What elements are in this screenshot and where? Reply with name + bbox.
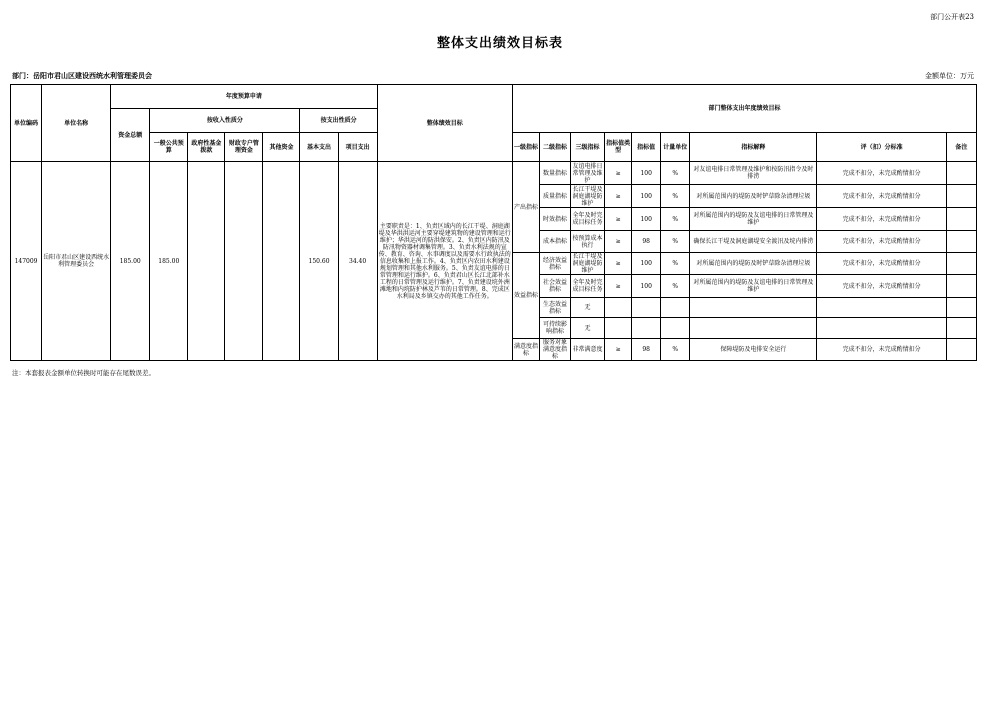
record-code: 147009 <box>11 162 42 361</box>
record-project: 34.40 <box>338 162 377 361</box>
indicator-explain: 对所属范围内的堤防及时铲草除杂清理垃圾 <box>690 185 817 208</box>
indicator-level2: 数量指标 <box>539 162 570 185</box>
indicator-level2: 服务对象满意度指标 <box>539 339 570 361</box>
indicator-remark <box>946 231 976 253</box>
header-value: 指标值 <box>632 133 661 162</box>
indicator-remark <box>946 318 976 339</box>
indicator-value: 98 <box>632 231 661 253</box>
header-basic-exp: 基本支出 <box>300 133 338 162</box>
indicator-level1: 效益指标 <box>512 253 539 339</box>
indicator-unit: % <box>661 253 690 275</box>
header-explain: 指标解释 <box>690 133 817 162</box>
indicator-explain <box>690 298 817 318</box>
indicator-value: 100 <box>632 253 661 275</box>
indicator-unit: % <box>661 162 690 185</box>
header-level2: 二级指标 <box>539 133 570 162</box>
indicator-remark <box>946 275 976 298</box>
indicator-remark <box>946 208 976 231</box>
indicator-explain: 对所属范围内的堤防及友谊电排的日常管理及维护 <box>690 275 817 298</box>
indicator-remark <box>946 339 976 361</box>
indicator-type: ≥ <box>605 185 632 208</box>
indicator-unit <box>661 298 690 318</box>
record-other <box>263 162 300 361</box>
indicator-type: ≥ <box>605 275 632 298</box>
indicator-explain: 对友谊电排日常管理及维护和按防汛指令及时排涝 <box>690 162 817 185</box>
indicator-criteria <box>817 298 946 318</box>
indicator-criteria: 完成不扣分，未完成酌情扣分 <box>817 162 946 185</box>
header-annual-budget: 年度预算申请 <box>111 85 378 109</box>
indicator-explain: 对所属范围内的堤防及时铲草除杂清理垃圾 <box>690 253 817 275</box>
header-criteria: 评（扣）分标准 <box>817 133 946 162</box>
indicator-level3: 无 <box>571 298 605 318</box>
header-other-funds: 其他资金 <box>263 133 300 162</box>
indicator-level1: 满意度指标 <box>512 339 539 361</box>
indicator-criteria: 完成不扣分，未完成酌情扣分 <box>817 231 946 253</box>
amount-unit-label: 金额单位：万元 <box>925 72 974 80</box>
header-annual-goal: 部门整体支出年度绩效目标 <box>512 85 976 133</box>
header-by-expense: 按支出性质分 <box>300 109 377 133</box>
indicator-unit: % <box>661 275 690 298</box>
indicator-type: ≥ <box>605 162 632 185</box>
record-fiscal-special <box>225 162 263 361</box>
indicator-value <box>632 318 661 339</box>
header-general-budget: 一般公共预算 <box>150 133 188 162</box>
indicator-level3: 无 <box>571 318 605 339</box>
header-unit-name: 单位名称 <box>42 85 111 162</box>
record-name: 岳阳市君山区建设西统水利管理委员会 <box>42 162 111 361</box>
record-gov-fund <box>188 162 225 361</box>
indicator-level2: 生态效益指标 <box>539 298 570 318</box>
indicator-value: 100 <box>632 185 661 208</box>
indicator-explain: 保障堤防及电排安全运行 <box>690 339 817 361</box>
indicator-level2: 质量指标 <box>539 185 570 208</box>
header-unit: 计量单位 <box>661 133 690 162</box>
indicator-level3: 按预算成本执行 <box>571 231 605 253</box>
header-overall-goal: 整体绩效目标 <box>377 85 512 162</box>
indicator-unit: % <box>661 185 690 208</box>
indicator-type <box>605 318 632 339</box>
indicator-type <box>605 298 632 318</box>
indicator-remark <box>946 253 976 275</box>
page-title: 整体支出绩效目标表 <box>436 36 563 51</box>
indicator-level3: 长江干堤及洞庭湖堤防维护 <box>571 185 605 208</box>
indicator-level3: 全年及时完成目标任务 <box>571 208 605 231</box>
header-remark: 备注 <box>946 133 976 162</box>
department-label: 部门：岳阳市君山区建设西统水利管理委员会 <box>12 71 152 80</box>
indicator-type: ≥ <box>605 253 632 275</box>
indicator-value: 98 <box>632 339 661 361</box>
indicator-criteria: 完成不扣分，未完成酌情扣分 <box>817 275 946 298</box>
record-goal-text: 主要职责是：1、负责区域内的长江干堤、洞庭湖堤及华洪洪运河主要穿堤建筑物的建设管理和运行维护；华洪运河的防洪保安。2、负责区内防汛及防汛物资器材调集管理。3、负责水利法规的宣传、教育、咨询、水事调度以及需要水行政执法的信息收集和上报工作。4、负责区内农田水利建设规划管理和其他水利服务。5、负责友谊电排的日常管理和运行维护。6、负责君山区长江北部补水工程的日常管理及运行维护。7、负责建设垸外洲滩地和内垸防护林及芦苇的日常管理。8、完成区水利局及乡镇交办的其他工作任务。 <box>377 162 512 361</box>
header-gov-fund: 政府性基金拨款 <box>188 133 225 162</box>
indicator-criteria: 完成不扣分，未完成酌情扣分 <box>817 339 946 361</box>
indicator-level2: 经济效益指标 <box>539 253 570 275</box>
indicator-explain: 对所属范围内的堤防及友谊电排的日常管理及维护 <box>690 208 817 231</box>
indicator-explain <box>690 318 817 339</box>
indicator-level2: 成本指标 <box>539 231 570 253</box>
footnote: 注：本套报表金额单位转换时可能存在尾数误差。 <box>12 369 155 377</box>
header-level1: 一级指标 <box>512 133 539 162</box>
indicator-criteria: 完成不扣分，未完成酌情扣分 <box>817 185 946 208</box>
indicator-type: ≥ <box>605 208 632 231</box>
indicator-value: 100 <box>632 208 661 231</box>
indicator-level3: 长江干堤及洞庭湖堤防维护 <box>571 253 605 275</box>
indicator-value <box>632 298 661 318</box>
record-general: 185.00 <box>150 162 188 361</box>
header-project-exp: 项目支出 <box>338 133 377 162</box>
indicator-remark <box>946 185 976 208</box>
indicator-level3: 友谊电排日常管理及维护 <box>571 162 605 185</box>
header-value-type: 指标值类型 <box>605 133 632 162</box>
header-fiscal-special: 财政专户管理资金 <box>225 133 263 162</box>
indicator-unit: % <box>661 231 690 253</box>
indicator-type: ≥ <box>605 339 632 361</box>
header-level3: 三级指标 <box>571 133 605 162</box>
indicator-value: 100 <box>632 275 661 298</box>
indicator-explain: 确保长江干堤及洞庭湖堤安全渡汛及垸内排涝 <box>690 231 817 253</box>
performance-target-table <box>10 84 977 361</box>
indicator-level2: 社会效益指标 <box>539 275 570 298</box>
indicator-level1: 产出指标 <box>512 162 539 253</box>
header-total-funds: 资金总额 <box>111 109 150 162</box>
indicator-criteria: 完成不扣分，未完成酌情扣分 <box>817 253 946 275</box>
table-row <box>11 162 977 185</box>
indicator-level2: 时效指标 <box>539 208 570 231</box>
indicator-criteria: 完成不扣分，未完成酌情扣分 <box>817 208 946 231</box>
indicator-value: 100 <box>632 162 661 185</box>
record-basic: 150.60 <box>300 162 338 361</box>
indicator-level3: 非常满意度 <box>571 339 605 361</box>
indicator-level3: 全年及时完成目标任务 <box>571 275 605 298</box>
indicator-remark <box>946 298 976 318</box>
header-unit-code: 单位编码 <box>11 85 42 162</box>
indicator-unit: % <box>661 208 690 231</box>
record-total: 185.00 <box>111 162 150 361</box>
indicator-criteria <box>817 318 946 339</box>
indicator-unit: % <box>661 339 690 361</box>
form-number: 部门公开表23 <box>930 13 974 21</box>
indicator-remark <box>946 162 976 185</box>
header-by-income: 按收入性质分 <box>150 109 300 133</box>
indicator-level2: 可持续影响指标 <box>539 318 570 339</box>
indicator-type: ≥ <box>605 231 632 253</box>
indicator-unit <box>661 318 690 339</box>
